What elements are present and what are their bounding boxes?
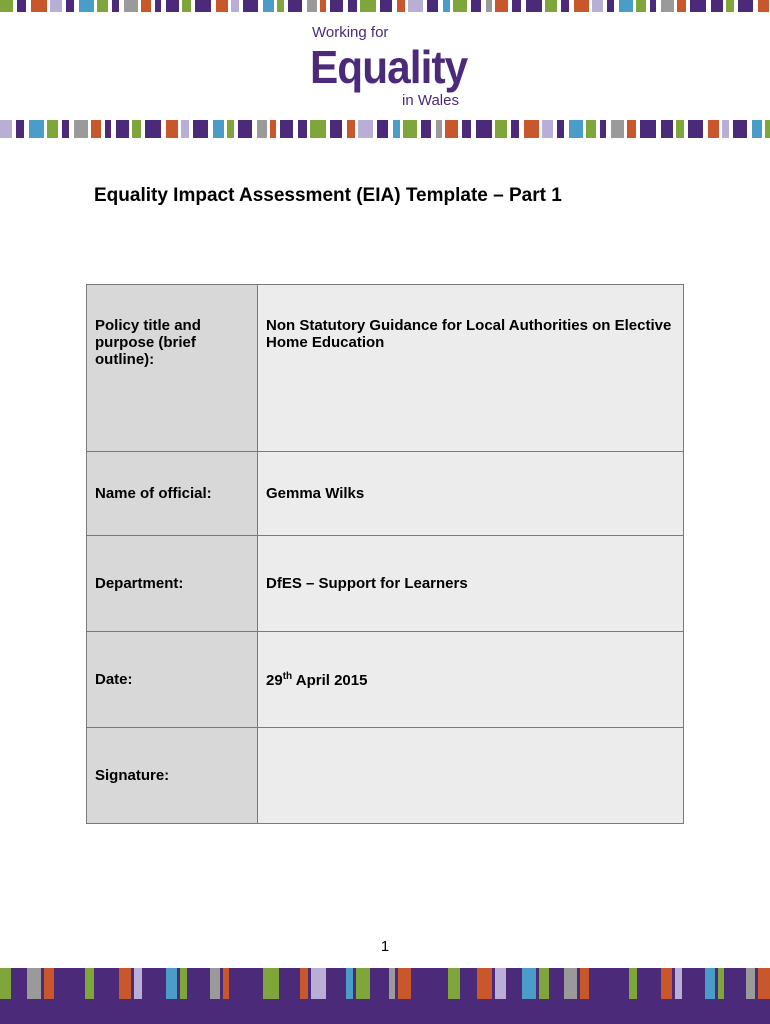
decorative-stripe-top [0,0,770,12]
page-title: Equality Impact Assessment (EIA) Template – Part 1 [94,185,562,206]
date-month-year: April 2015 [292,671,368,689]
signature-label: Signature: [87,728,258,824]
date-ordinal-suffix: th [282,670,293,682]
department-value: DfES – Support for Learners [258,536,684,632]
table-row-signature [87,728,684,824]
date-value [258,632,684,728]
table-row-date [87,632,684,728]
date-label: Date: [87,632,258,728]
date-day: 29 [266,671,283,689]
table-row-department [87,536,684,632]
policy-title-value: Non Statutory Guidance for Local Authorities on Elective Home Education [258,285,684,452]
decorative-stripe-middle [0,120,770,138]
decorative-stripe-bottom [0,968,770,1024]
table-row-policy [87,285,684,452]
official-name-label: Name of official: [87,452,258,536]
official-name-value: Gemma Wilks [258,452,684,536]
working-for-equality-logo: Working for Equality in Wales [310,24,468,109]
policy-title-label: Policy title and purpose (brief outline): [87,285,258,452]
department-label: Department: [87,536,258,632]
page-number: 1 [380,938,390,955]
signature-value [258,728,684,824]
table-row-official [87,452,684,536]
eia-form-table [86,284,684,824]
